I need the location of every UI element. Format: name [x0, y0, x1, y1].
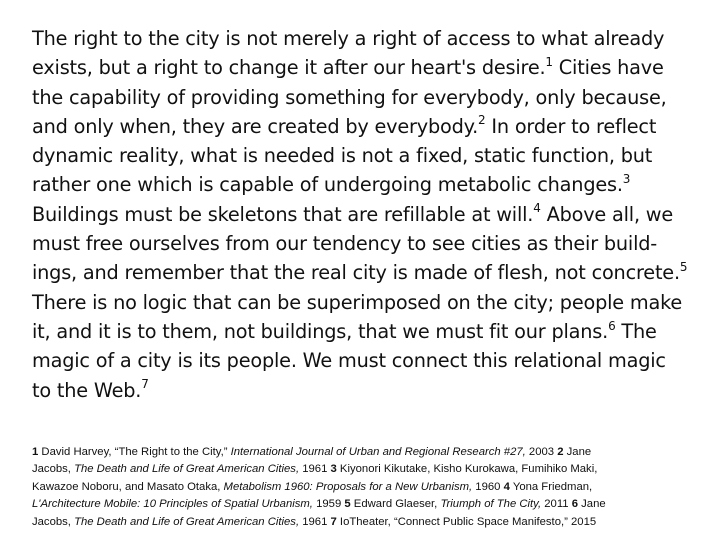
paragraph-text: Cities have — [552, 56, 664, 80]
footnote-number: 5 — [344, 498, 351, 511]
footnote-number: 6 — [571, 498, 578, 511]
citation-text: David Harvey, “The Right to the City,” — [38, 446, 231, 458]
paragraph-line — [32, 170, 692, 199]
citation-title: Metabolism 1960: Proposals for a New Urbanism, — [223, 480, 473, 493]
paragraph-line — [32, 200, 692, 229]
paragraph-text: exists, but a right to change it after our heart's desire. — [32, 56, 546, 80]
paragraph-line — [32, 141, 692, 170]
citation-text: Jacobs, — [32, 515, 75, 528]
paragraph-text: Above all, we — [540, 202, 674, 226]
footnote-reference: 2 — [478, 113, 486, 128]
citation-text: Jane — [563, 446, 592, 458]
paragraph-text: to the Web. — [32, 378, 142, 402]
footnote-reference: 6 — [608, 318, 616, 333]
citation-text: 1960 — [472, 480, 504, 493]
citation-text: IoTheater, “Connect Public Space Manifesto,” 2015 — [336, 515, 597, 528]
paragraph-line — [32, 53, 692, 82]
paragraph-text: The right to the city is not merely a right of access to what already — [32, 27, 665, 50]
paragraph-line — [32, 258, 692, 287]
footnote-line — [32, 461, 692, 478]
paragraph-line — [32, 376, 692, 405]
paragraph-line — [32, 317, 692, 346]
footnote-number: 1 — [32, 446, 39, 458]
footnote-line — [32, 496, 692, 513]
citation-text: Jane — [578, 498, 606, 511]
paragraph-line — [32, 346, 692, 375]
footnote-line — [32, 444, 692, 461]
citation-title: The Death and Life of Great American Cities, — [74, 515, 300, 528]
footnote-reference: 3 — [622, 172, 631, 187]
citation-text: Kawazoe Noboru, and Masato Otaka, — [32, 480, 224, 493]
citation-title: The Death and Life of Great American Cities, — [74, 463, 300, 476]
citation-text: Yona Friedman, — [509, 480, 593, 493]
footnote-reference: 4 — [533, 201, 541, 216]
citation-text: 1961 — [299, 463, 331, 476]
footnote-number: 4 — [503, 480, 510, 493]
citation-title: International Journal of Urban and Regional Research #27, — [230, 446, 526, 458]
paragraph-text: The — [615, 319, 657, 343]
citation-text: Jacobs, — [32, 463, 75, 476]
paragraph-text: Buildings must be skeletons that are refillable at will. — [32, 202, 534, 226]
footnote-number: 7 — [330, 515, 337, 528]
paragraph-text: and only when, they are created by everybody. — [32, 114, 479, 138]
citation-text: Edward Glaeser, — [350, 498, 441, 511]
footnote-number: 2 — [557, 446, 564, 458]
footnote-reference: 1 — [545, 54, 553, 69]
paragraph-text: the capability of providing something for everybody, only because, — [32, 85, 667, 109]
footnote-reference: 7 — [141, 377, 149, 392]
citation-text: Kiyonori Kikutake, Kisho Kurokawa, Fumihiko Maki, — [336, 463, 598, 476]
paragraph-text: must free ourselves from our tendency to see cities as their build- — [32, 232, 658, 256]
paragraph-line — [32, 229, 692, 258]
footnote-line — [32, 514, 692, 531]
paragraph-text: In order to reflect — [485, 114, 657, 138]
paragraph-text: dynamic reality, what is needed is not a fixed, static function, but — [32, 144, 653, 168]
footnote-line — [32, 479, 692, 496]
paragraph-line — [32, 288, 692, 317]
body-paragraph — [32, 24, 692, 405]
paragraph-text: ings, and remember that the real city is made of flesh, not concrete. — [32, 261, 680, 285]
paragraph-text: magic of a city is its people. We must connect this relational magic — [32, 349, 666, 373]
paragraph-line — [32, 112, 692, 141]
paragraph-text: it, and it is to them, not buildings, that we must fit our plans. — [32, 319, 609, 343]
paragraph-line — [32, 24, 692, 53]
citation-text: 1961 — [299, 515, 331, 528]
citation-title: Triumph of The City, — [440, 498, 542, 511]
citation-text: 1959 — [312, 498, 345, 511]
paragraph-text: rather one which is capable of undergoing metabolic changes. — [32, 173, 623, 197]
footnote-number: 3 — [330, 463, 337, 476]
citation-text: 2011 — [541, 498, 572, 511]
paragraph-text: There is no logic that can be superimposed on the city; people make — [32, 290, 683, 314]
citation-title: L'Architecture Mobile: 10 Principles of Spatial Urbanism, — [32, 498, 313, 511]
citation-text: 2003 — [525, 446, 558, 458]
footnote-reference: 5 — [679, 259, 688, 274]
paragraph-line — [32, 83, 692, 112]
footnotes-block — [32, 444, 692, 531]
